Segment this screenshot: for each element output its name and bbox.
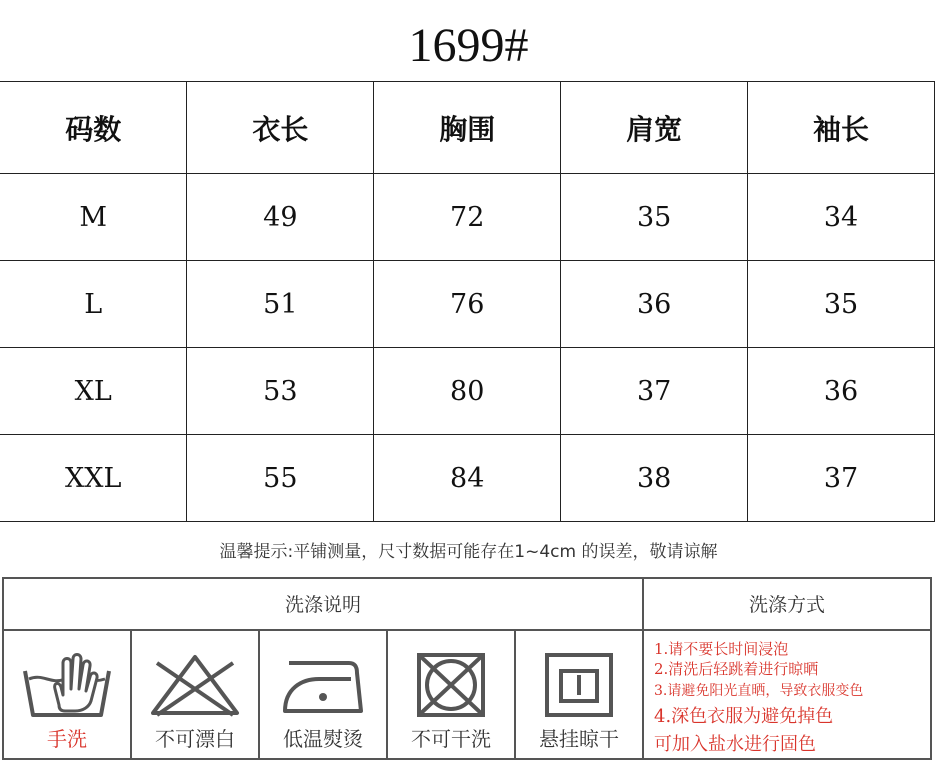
wash-note: 2.清洗后轻跳着进行晾晒 <box>654 660 819 678</box>
wash-note: 可加入盐水进行固色 <box>654 734 816 755</box>
product-code-title: 1699# <box>408 19 529 72</box>
cell-sleeve: 34 <box>748 174 935 261</box>
table-header-row <box>0 82 935 174</box>
cell-length: 49 <box>187 174 374 261</box>
care-label-low-iron: 低温熨烫 <box>283 727 363 751</box>
table-row <box>0 435 935 522</box>
cell-size: M <box>0 174 187 261</box>
wash-notes-list <box>654 639 932 759</box>
size-chart-table <box>0 81 935 522</box>
measurement-tip: 温馨提示:平铺测量，尺寸数据可能存在1~4cm 的误差，敬请谅解 <box>219 542 718 562</box>
header-bust: 胸围 <box>374 82 561 174</box>
table-row <box>0 348 935 435</box>
care-label-no-bleach: 不可漂白 <box>155 727 235 751</box>
table-row <box>0 261 935 348</box>
cell-sleeve: 35 <box>748 261 935 348</box>
no-tumble-dry-icon <box>403 649 499 719</box>
cell-shoulder: 35 <box>561 174 748 261</box>
hang-dry-icon <box>531 649 627 719</box>
hand-wash-icon <box>19 649 115 719</box>
care-symbol-hand-wash <box>4 631 132 758</box>
cell-shoulder: 38 <box>561 435 748 522</box>
cell-length: 55 <box>187 435 374 522</box>
cell-size: XXL <box>0 435 187 522</box>
cell-sleeve: 36 <box>748 348 935 435</box>
cell-bust: 72 <box>374 174 561 261</box>
care-symbol-no-tumble-dry <box>388 631 516 758</box>
header-shoulder: 肩宽 <box>561 82 748 174</box>
care-instructions-title: 洗涤说明 <box>4 579 644 631</box>
cell-bust: 76 <box>374 261 561 348</box>
care-symbol-hang-dry <box>516 631 644 758</box>
care-label-no-tumble-dry: 不可干洗 <box>411 727 491 751</box>
care-label-hang-dry: 悬挂晾干 <box>539 727 619 751</box>
table-row <box>0 174 935 261</box>
header-sleeve: 袖长 <box>748 82 935 174</box>
cell-bust: 84 <box>374 435 561 522</box>
care-instructions-panel <box>2 577 932 760</box>
header-length: 衣长 <box>187 82 374 174</box>
care-symbol-low-iron <box>260 631 388 758</box>
cell-shoulder: 36 <box>561 261 748 348</box>
low-iron-icon <box>275 649 371 719</box>
wash-note: 1.请不要长时间浸泡 <box>654 640 789 658</box>
no-bleach-icon <box>147 649 243 719</box>
wash-note: 4.深色衣服为避免掉色 <box>654 706 834 727</box>
care-symbol-no-bleach <box>132 631 260 758</box>
cell-sleeve: 37 <box>748 435 935 522</box>
cell-length: 53 <box>187 348 374 435</box>
wash-method-title: 洗涤方式 <box>644 579 930 631</box>
header-size: 码数 <box>0 82 187 174</box>
cell-length: 51 <box>187 261 374 348</box>
cell-bust: 80 <box>374 348 561 435</box>
cell-size: L <box>0 261 187 348</box>
care-label-hand-wash: 手洗 <box>47 727 87 751</box>
wash-note: 3.请避免阳光直晒，导致衣服变色 <box>654 683 864 699</box>
cell-shoulder: 37 <box>561 348 748 435</box>
cell-size: XL <box>0 348 187 435</box>
